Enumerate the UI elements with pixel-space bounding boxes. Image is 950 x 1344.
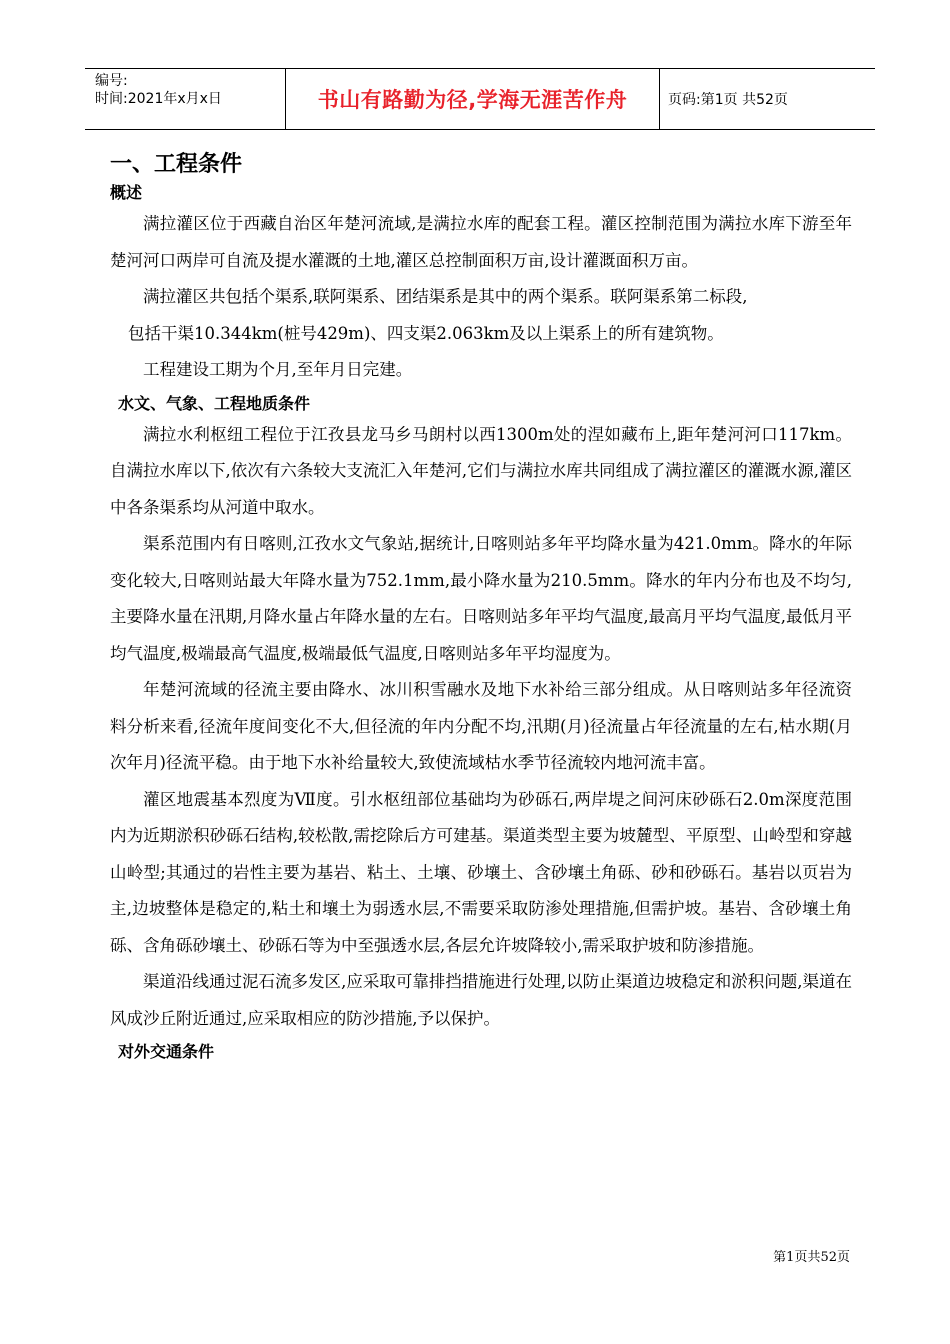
paragraph: 满拉水利枢纽工程位于江孜县龙马乡马朗村以西1300m处的涅如藏布上,距年楚河河口117km。自满拉水库以下,依次有六条较大支流汇入年楚河,它们与满拉水库共同组成了满拉灌区的灌溉水源,灌区中各条渠系均从河道中取水。: [110, 424, 852, 517]
paragraph: 渠系范围内有日喀则,江孜水文气象站,据统计,日喀则站多年平均降水量为421.0mm。降水的年际变化较大,日喀则站最大年降水量为752.1mm,最小降水量为210.5mm。降水的年内分布也及不均匀,主要降水量在汛期,月降水量占年降水量的左右。日喀则站多年平均气温度,最高月平均气温度,最低月平均气温度,极端最高气温度,极端最低气温度,日喀则站多年平均湿度为。: [110, 534, 852, 663]
document-body: [110, 150, 852, 1065]
doc-id-label: 编号:: [95, 73, 128, 89]
section-heading-transport: 对外交通条件: [118, 1042, 215, 1061]
header-page-info: 页码:第1页 共52页: [668, 92, 788, 108]
doc-time-label: 时间:2021年x月x日: [95, 91, 222, 107]
header-table: [85, 68, 875, 130]
paragraph: 包括干渠10.344km(桩号429m)、四支渠2.063km及以上渠系上的所有建筑物。: [128, 323, 724, 343]
paragraph: 灌区地震基本烈度为Ⅶ度。引水枢纽部位基础均为砂砾石,两岸堤之间河床砂砾石2.0m深度范围内为近期淤积砂砾石结构,较松散,需挖除后方可建基。渠道类型主要为坡麓型、平原型、山岭型和穿越山岭型;其通过的岩性主要为基岩、粘土、土壤、砂壤土、含砂壤土角砾、砂和砂砾石。基岩以页岩为主,边坡整体是稳定的,粘土和壤土为弱透水层,不需要采取防渗处理措施,但需护坡。基岩、含砂壤土角砾、含角砾砂壤土、砂砾石等为中至强透水层,各层允许坡降较小,需采取护坡和防渗措施。: [110, 789, 852, 955]
section-heading-overview: 概述: [110, 183, 143, 202]
paragraph: 满拉灌区位于西藏自治区年楚河流域,是满拉水库的配套工程。灌区控制范围为满拉水库下游至年楚河河口两岸可自流及提水灌溉的土地,灌区总控制面积万亩,设计灌溉面积万亩。: [110, 214, 852, 270]
paragraph: 渠道沿线通过泥石流多发区,应采取可靠排挡措施进行处理,以防止渠道边坡稳定和淤积问题,渠道在风成沙丘附近通过,应采取相应的防沙措施,予以保护。: [110, 972, 852, 1028]
page-footer: 第1页共52页: [773, 1250, 850, 1265]
paragraph: 年楚河流域的径流主要由降水、冰川积雪融水及地下水补给三部分组成。从日喀则站多年径流资料分析来看,径流年度间变化不大,但径流的年内分配不均,汛期(月)径流量占年径流量的左右,枯水期(月次年月)径流平稳。由于地下水补给量较大,致使流域枯水季节径流较内地河流丰富。: [110, 680, 852, 772]
doc-title: 一、工程条件: [110, 152, 243, 177]
paragraph: 工程建设工期为个月,至年月日完建。: [143, 360, 413, 379]
section-heading-hydrology: 水文、气象、工程地质条件: [118, 393, 311, 413]
paragraph: 满拉灌区共包括个渠系,联阿渠系、团结渠系是其中的两个渠系。联阿渠系第二标段,: [143, 287, 748, 306]
header-meta: [85, 69, 285, 129]
header-motto: 书山有路勤为径,学海无涯苦作舟: [285, 69, 660, 129]
